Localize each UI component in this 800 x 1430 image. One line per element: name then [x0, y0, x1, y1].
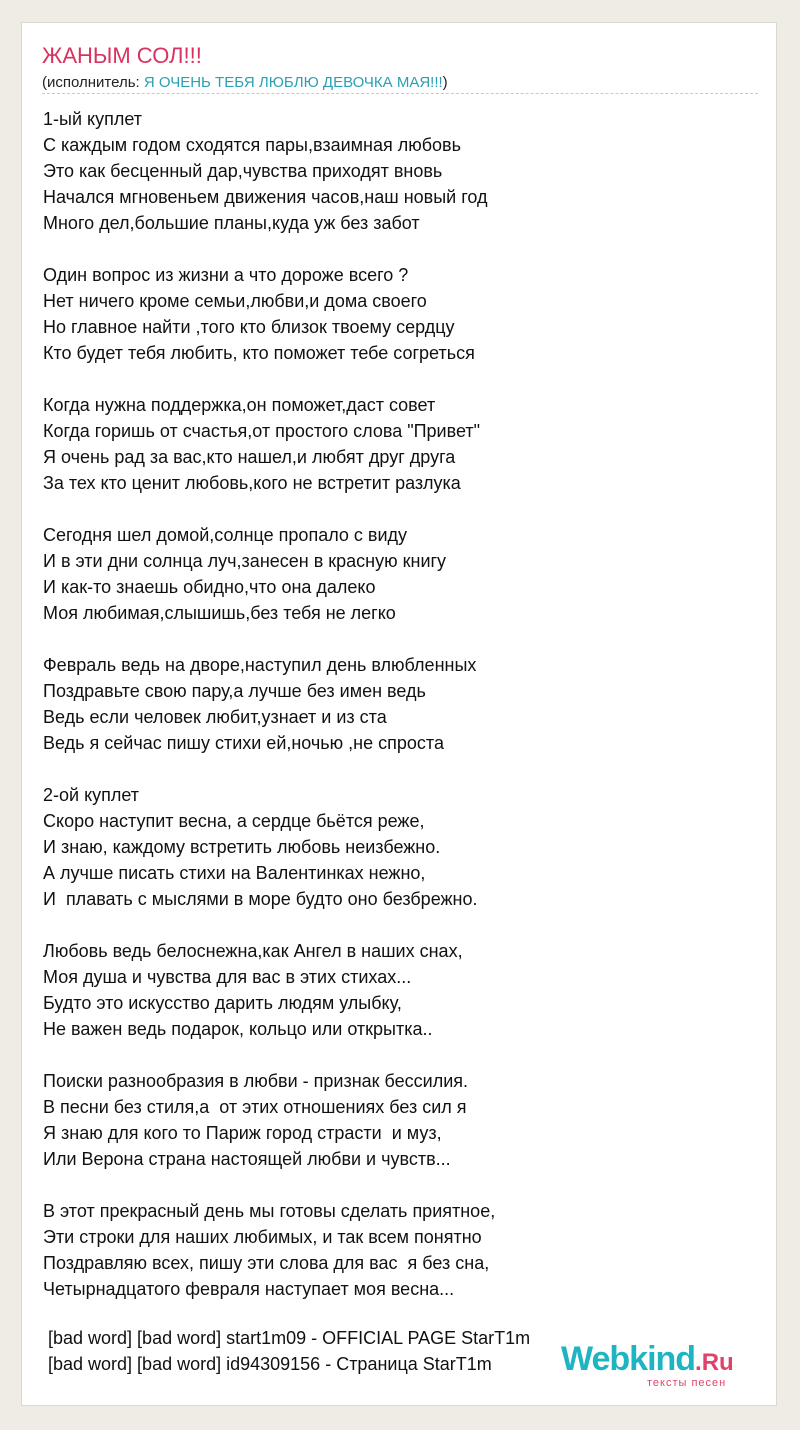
- lyric-line: Поздравьте свою пару,а лучше без имен ведь: [43, 681, 426, 701]
- lyric-line: Один вопрос из жизни а что дороже всего ?: [43, 265, 409, 285]
- lyric-line: А лучше писать стихи на Валентинках нежно,: [43, 863, 426, 883]
- lyric-line: В этот прекрасный день мы готовы сделать приятное,: [43, 1201, 496, 1221]
- webkind-logo[interactable]: [561, 1340, 761, 1389]
- title-divider: [42, 93, 758, 94]
- lyric-line: В песни без стиля,а от этих отношениях без сил я: [43, 1097, 467, 1117]
- lyric-line: [43, 756, 763, 782]
- lyric-line: Это как бесценный дар,чувства приходят вновь: [43, 161, 443, 181]
- logo-tld: .Ru: [695, 1349, 734, 1376]
- lyric-line: Моя душа и чувства для вас в этих стихах...: [43, 967, 412, 987]
- lyric-line: [43, 236, 763, 262]
- lyric-line: Поздравляю всех, пишу эти слова для вас я без сна,: [43, 1253, 490, 1273]
- artist-prefix: (исполнитель:: [42, 74, 144, 91]
- footer-line: [bad word] [bad word] id94309156 - Страница StarT1m: [48, 1354, 492, 1374]
- content-card: [21, 22, 777, 1406]
- lyric-line: Будто это искусство дарить людям улыбку,: [43, 993, 402, 1013]
- lyric-line: [43, 366, 763, 392]
- lyric-line: И знаю, каждому встретить любовь неизбежно.: [43, 837, 441, 857]
- lyric-line: За тех кто ценит любовь,кого не встретит разлука: [43, 473, 461, 493]
- lyric-line: Кто будет тебя любить, кто поможет тебе согреться: [43, 343, 475, 363]
- song-title: ЖАНЫМ СОЛ!!!: [42, 43, 202, 68]
- lyric-line: Когда нужна поддержка,он поможет,даст совет: [43, 395, 436, 415]
- lyric-line: Когда горишь от счастья,от простого слова "Привет": [43, 421, 481, 441]
- logo-word: Webkind: [561, 1340, 696, 1378]
- lyric-line: Февраль ведь на дворе,наступил день влюбленных: [43, 655, 477, 675]
- lyric-line: Моя любимая,слышишь,без тебя не легко: [43, 603, 396, 623]
- lyric-line: Я очень рад за вас,кто нашел,и любят друг друга: [43, 447, 456, 467]
- lyric-line: [43, 496, 763, 522]
- lyric-line: С каждым годом сходятся пары,взаимная любовь: [43, 135, 461, 155]
- lyric-line: 2-ой куплет: [43, 785, 140, 805]
- lyric-line: Ведь если человек любит,узнает и из ста: [43, 707, 387, 727]
- lyric-line: И как-то знаешь обидно,что она далеко: [43, 577, 376, 597]
- lyric-line: И плавать с мыслями в море будто оно безбрежно.: [43, 889, 478, 909]
- lyric-line: [43, 1042, 763, 1068]
- artist-line: [42, 74, 448, 91]
- lyric-line: Много дел,большие планы,куда уж без забот: [43, 213, 420, 233]
- footer-line: [bad word] [bad word] start1m09 - OFFICIAL PAGE StarT1m: [48, 1328, 531, 1348]
- artist-suffix: ): [442, 74, 448, 91]
- lyric-line: И в эти дни солнца луч,занесен в красную книгу: [43, 551, 447, 571]
- lyric-line: Начался мгновеньем движения часов,наш новый год: [43, 187, 488, 207]
- artist-link[interactable]: Я ОЧЕНЬ ТЕБЯ ЛЮБЛЮ ДЕВОЧКА МАЯ!!!: [143, 74, 443, 91]
- lyric-line: Четырнадцатого февраля наступает моя весна...: [43, 1279, 455, 1299]
- lyric-line: [43, 1172, 763, 1198]
- lyric-line: Скоро наступит весна, а сердце бьётся реже,: [43, 811, 425, 831]
- lyric-line: Ведь я сейчас пишу стихи ей,ночью ,не спроста: [43, 733, 444, 753]
- lyric-line: Сегодня шел домой,солнце пропало с виду: [43, 525, 408, 545]
- lyric-line: [43, 912, 763, 938]
- lyric-line: Эти строки для наших любимых, и так всем понятно: [43, 1227, 482, 1247]
- lyric-line: Я знаю для кого то Париж город страсти и муз,: [43, 1123, 442, 1143]
- lyric-line: [43, 626, 763, 652]
- logo-subtitle: тексты песен: [647, 1377, 727, 1389]
- lyric-line: Любовь ведь белоснежна,как Ангел в наших снах,: [43, 941, 463, 961]
- lyric-line: Поиски разнообразия в любви - признак бессилия.: [43, 1071, 469, 1091]
- lyric-line: Или Верона страна настоящей любви и чувств...: [43, 1149, 451, 1169]
- lyric-line: 1-ый куплет: [43, 109, 142, 129]
- lyrics-block: [43, 106, 763, 1302]
- lyric-line: Не важен ведь подарок, кольцо или открытка..: [43, 1019, 433, 1039]
- lyric-line: Нет ничего кроме семьи,любви,и дома своего: [43, 291, 427, 311]
- lyric-line: Но главное найти ,того кто близок твоему сердцу: [43, 317, 455, 337]
